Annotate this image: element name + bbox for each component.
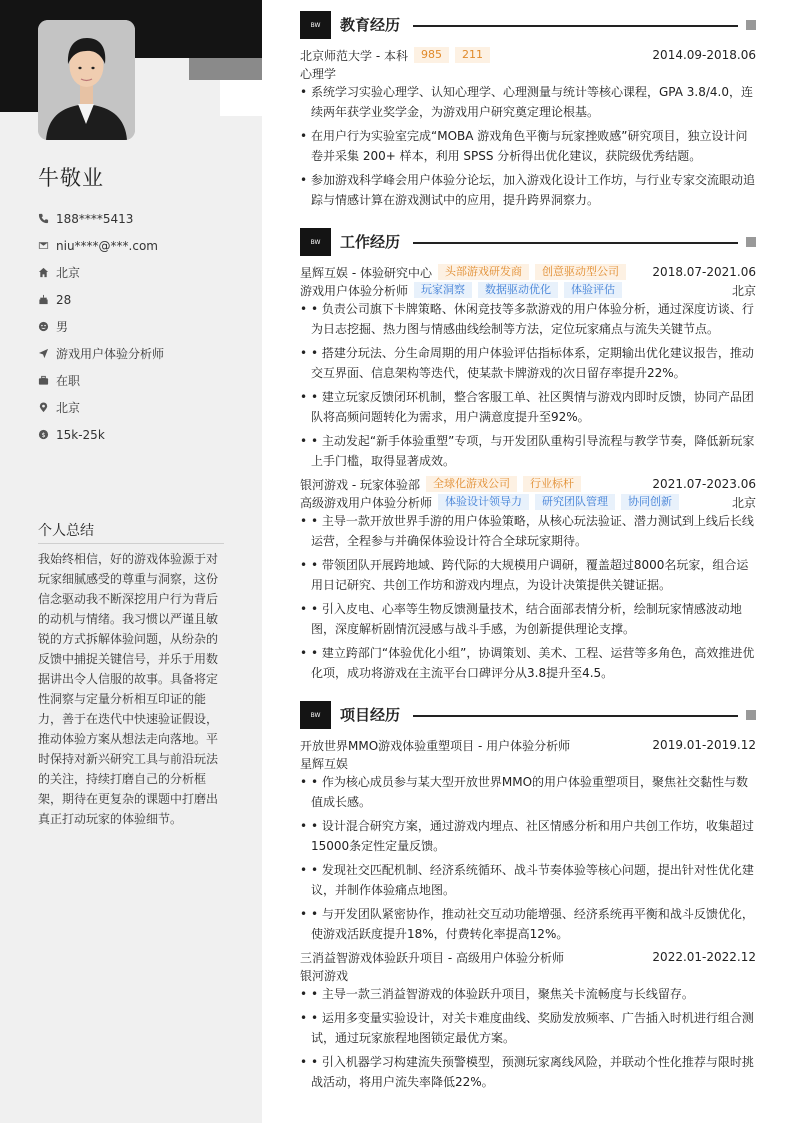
tag: 行业标杆: [523, 476, 581, 492]
date-range: 2018.07-2021.06: [652, 265, 756, 279]
bullet-item: • • 作为核心成员参与某大型开放世界MMO的用户体验重塑项目，聚焦社交黏性与数值成长感。: [300, 775, 749, 809]
briefcase-icon: [38, 375, 49, 386]
date-range: 2022.01-2022.12: [652, 950, 756, 964]
tag: 研究团队管理: [535, 494, 615, 510]
info-location: [38, 394, 164, 421]
info-phone: [38, 205, 164, 232]
info-city: [38, 259, 164, 286]
info-text: 男: [56, 320, 69, 334]
bullet-item: • 系统学习实验心理学、认知心理学、心理测量与统计等核心课程，GPA 3.8/4.0，连续两年获学业奖学金，为游戏用户研究奠定理论根基。: [300, 85, 754, 119]
bullet-item: • • 主动发起“新手体验重塑”专项，与开发团队重构引导流程与教学节奏，降低新玩家上手门槛，取得显著成效。: [300, 434, 755, 468]
info-salary: [38, 421, 164, 448]
project-name: 三消益智游戏体验跃升项目 - 高级用户体验分析师: [300, 950, 564, 965]
date-range: 2014.09-2018.06: [652, 48, 756, 62]
bullet-item: • • 建立跨部门“体验优化小组”，协调策划、美术、工程、运营等多角色，高效推进优化项，成功将游戏在主流平台口碑评分从3.8提升至4.5。: [300, 646, 755, 680]
cake-icon: [38, 294, 49, 305]
info-position: [38, 340, 164, 367]
candidate-name: 牛敬业: [38, 166, 104, 190]
work-section-header: [300, 228, 756, 256]
svg-text:$: $: [41, 430, 46, 439]
contact-info-list: [38, 205, 164, 448]
project-org-row: [300, 966, 756, 984]
tag: 玩家洞察: [414, 282, 472, 298]
section-title: 工作经历: [340, 233, 401, 251]
tag: 全球化游戏公司: [426, 476, 517, 492]
role-name: 游戏用户体验分析师: [300, 283, 409, 298]
project-name: 开放世界MMO游戏体验重塑项目 - 用户体验分析师: [300, 738, 571, 753]
info-text: niu****@***.com: [56, 238, 158, 253]
info-text: 游戏用户体验分析师: [56, 347, 165, 361]
tag: 创意驱动型公司: [535, 264, 626, 280]
role-name: 高级游戏用户体验分析师: [300, 495, 433, 510]
date-range: 2019.01-2019.12: [652, 738, 756, 752]
job-role-row: [300, 493, 756, 511]
project-title-row: [300, 736, 756, 754]
job-company-row: [300, 475, 756, 493]
job-company-row: [300, 263, 756, 281]
info-text: 北京: [56, 401, 81, 415]
info-text: 北京: [56, 266, 81, 280]
bullet-item: • • 带领团队开展跨地域、跨代际的大规模用户调研，覆盖超过8000名玩家，组合运用日记研究、共创工作坊和游戏内埋点，为设计决策提供关键证据。: [300, 558, 749, 592]
tag: 211: [455, 47, 490, 63]
date-range: 2021.07-2023.06: [652, 477, 756, 491]
project-org-row: [300, 754, 756, 772]
section-title: 项目经历: [340, 706, 401, 724]
info-status: [38, 367, 164, 394]
face-icon: [38, 321, 49, 332]
info-email: [38, 232, 164, 259]
education-school-row: [300, 46, 756, 64]
section-logo: BW: [300, 11, 331, 39]
bullet-item: • • 负责公司旗下卡牌策略、休闲竞技等多款游戏的用户体验分析，通过深度访谈、行为日志挖掘、热力图与情感曲线绘制等方法，定位玩家痛点与流失关键节点。: [300, 302, 754, 336]
info-text: 15k-25k: [56, 427, 105, 442]
education-section-header: [300, 11, 756, 39]
info-text: 188****5413: [56, 211, 134, 226]
company-name: 星辉互娱 - 体验研究中心: [300, 265, 432, 280]
education-major-row: [300, 64, 756, 82]
send-icon: [38, 348, 49, 359]
summary-title: 个人总结: [38, 520, 224, 544]
company-name: 银河游戏 - 玩家体验部: [300, 477, 420, 492]
money-icon: [38, 429, 49, 440]
job-city: 北京: [731, 495, 756, 510]
bullet-item: • • 发现社交匹配机制、经济系统循环、战斗节奏体验等核心问题，提出针对性优化建议，并制作体验痛点地图。: [300, 863, 754, 897]
bullet-item: • • 搭建分玩法、分生命周期的用户体验评估指标体系，定期输出优化建议报告，推动交互界面、信息架构等迭代，使某款卡牌游戏的次日留存率提升22%。: [300, 346, 754, 380]
bullet-item: • • 主导一款开放世界手游的用户体验策略，从核心玩法验证、潜力测试到上线后长线运营，全程参与并确保体验设计符合全球玩家期待。: [300, 514, 754, 548]
info-text: 在职: [56, 374, 81, 388]
section-divider: [413, 242, 738, 244]
major: 心理学: [300, 66, 337, 81]
bullet-item: • • 设计混合研究方案，通过游戏内埋点、社区情感分析和用户共创工作坊，收集超过15000条定性定量反馈。: [300, 819, 754, 853]
section-square-icon: [746, 710, 756, 720]
section-divider: [413, 715, 738, 717]
bullet-item: • 参加游戏科学峰会用户体验分论坛，加入游戏化设计工作坊，与行业专家交流眼动追踪与情感计算在游戏测试中的应用，提升跨界洞察力。: [300, 173, 756, 207]
section-square-icon: [746, 20, 756, 30]
location-icon: [38, 402, 49, 413]
phone-icon: [38, 213, 49, 224]
summary-text: 我始终相信，好的游戏体验源于对玩家细腻感受的尊重与洞察，这份信念驱动我不断深挖用户行为背后的动机与情绪。我习惯以严谨且敏锐的方式拆解体验问题，从纷杂的反馈中捕捉关键信号，并乐于用数据讲出令人信服的故事。具备将定性洞察与定量分析相互印证的能力，善于在迭代中快速验证假设，推动体验方案从想法走向落地。平时保持对新兴研究工具与前沿玩法的关注，持续打磨自己的分析框架，期待在更复杂的课题中打磨出真正打动玩家的体验细节。: [38, 552, 219, 826]
decorative-grey-block: [189, 58, 262, 80]
bullet-item: • • 引入皮电、心率等生物反馈测量技术，结合面部表情分析，绘制玩家情感波动地图，深度解析剧情沉浸感与战斗手感，为创新提供理论支撑。: [300, 602, 742, 636]
bullet-item: • • 主导一款三消益智游戏的体验跃升项目，聚焦关卡流畅度与长线留存。: [300, 987, 694, 1001]
job-role-row: [300, 281, 756, 299]
profile-photo: [38, 20, 135, 140]
project-org: 银河游戏: [300, 968, 349, 983]
header-black-band-left: [0, 58, 38, 112]
tag: 头部游戏研发商: [438, 264, 529, 280]
job-city: 北京: [731, 283, 756, 298]
section-logo: BW: [300, 701, 331, 729]
section-title: 教育经历: [340, 16, 401, 34]
section-square-icon: [746, 237, 756, 247]
project-org: 星辉互娱: [300, 756, 349, 771]
tag: 协同创新: [621, 494, 679, 510]
info-text: 28: [56, 292, 72, 307]
decorative-white-block: [220, 80, 262, 116]
info-gender: [38, 313, 164, 340]
section-logo: BW: [300, 228, 331, 256]
mail-icon: [38, 240, 49, 251]
projects-section-header: [300, 701, 756, 729]
info-age: [38, 286, 164, 313]
tag: 体验评估: [564, 282, 622, 298]
tag: 985: [414, 47, 449, 63]
school-name: 北京师范大学 - 本科: [300, 48, 408, 63]
bullet-item: • • 引入机器学习构建流失预警模型，预测玩家离线风险，并联动个性化推荐与限时挑战活动，将用户流失率降低22%。: [300, 1055, 754, 1089]
tag: 数据驱动优化: [478, 282, 558, 298]
tag: 体验设计领导力: [438, 494, 529, 510]
project-title-row: [300, 948, 756, 966]
bullet-item: • • 与开发团队紧密协作，推动社交互动功能增强、经济系统再平衡和战斗反馈优化，使游戏活跃度提升18%，付费转化率提高12%。: [300, 907, 754, 941]
bullet-item: • • 运用多变量实验设计，对关卡难度曲线、奖励发放频率、广告插入时机进行组合测试，通过玩家旅程地图锁定最优方案。: [300, 1011, 754, 1045]
bullet-item: • 在用户行为实验室完成“MOBA 游戏角色平衡与玩家挫败感”研究项目，独立设计问卷并采集 200+ 样本，利用 SPSS 分析得出优化建议，获院级优秀结题。: [300, 129, 748, 163]
bullet-item: • • 建立玩家反馈闭环机制，整合客服工单、社区舆情与游戏内即时反馈，协同产品团队将高频问题转化为需求，用户满意度提升至92%。: [300, 390, 754, 424]
section-divider: [413, 25, 738, 27]
home-icon: [38, 267, 49, 278]
